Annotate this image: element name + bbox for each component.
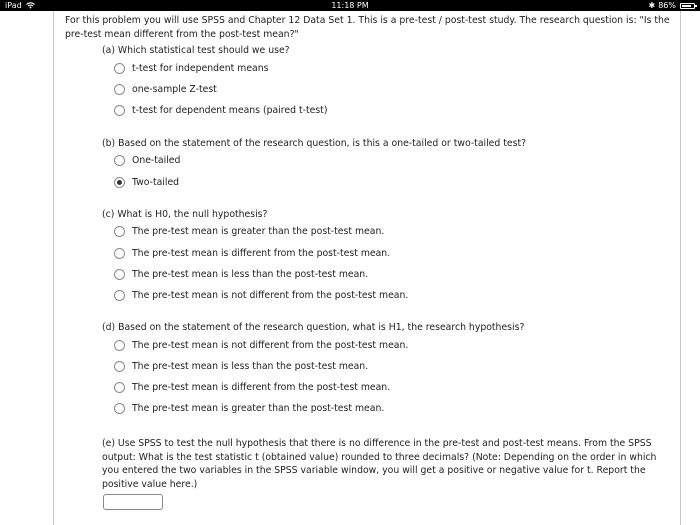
option-label: The pre-test mean is greater than the post-test mean. [132, 225, 385, 237]
question-c-option-2[interactable] [114, 246, 390, 260]
option-label: The pre-test mean is different from the post-test mean. [132, 247, 391, 259]
radio-button[interactable] [114, 63, 125, 74]
option-label: t-test for dependent means (paired t-test) [132, 104, 328, 116]
status-time: 11:18 PM [331, 1, 369, 10]
question-a-option-1[interactable] [114, 61, 268, 75]
radio-button-selected[interactable] [114, 177, 125, 188]
question-b-option-2[interactable] [114, 175, 179, 189]
radio-button[interactable] [114, 382, 125, 393]
option-label: one-sample Z-test [132, 83, 217, 95]
radio-button[interactable] [114, 248, 125, 259]
question-c-option-4[interactable] [114, 288, 408, 302]
question-b-option-1[interactable] [114, 153, 180, 167]
question-e-text: (e) Use SPSS to test the null hypothesis that there is no difference in the pre-test and post-test means. From the SPSS output: What is the test statistic t (obtained value) rounded to three decimals? (Note: Depending on the order in which you entered the two variables in the SPSS variable window, you will get a positive or negative value for t. Report the positive value here.) [102, 438, 657, 490]
question-d-option-4[interactable] [114, 401, 384, 415]
device-name: iPad [5, 1, 22, 10]
option-label: The pre-test mean is different from the post-test mean. [132, 381, 391, 393]
radio-button[interactable] [114, 105, 125, 116]
option-label: One-tailed [132, 154, 181, 166]
option-label: The pre-test mean is less than the post-test mean. [132, 268, 369, 280]
question-a-option-3[interactable] [114, 103, 327, 117]
radio-button[interactable] [114, 290, 125, 301]
option-label: The pre-test mean is not different from the post-test mean. [132, 289, 409, 301]
question-d-option-3[interactable] [114, 380, 390, 394]
option-label: t-test for independent means [132, 62, 269, 74]
option-label: Two-tailed [132, 176, 180, 188]
question-a-label: (a) Which statistical test should we use? [102, 45, 290, 56]
option-label: The pre-test mean is not different from the post-test mean. [132, 339, 409, 351]
radio-button[interactable] [114, 155, 125, 166]
problem-intro: For this problem you will use SPSS and Chapter 12 Data Set 1. This is a pre-test / post-test study. The research question is: "Is the pre-test mean different from the post-test mean?" [65, 15, 670, 40]
radio-button[interactable] [114, 340, 125, 351]
radio-button[interactable] [114, 84, 125, 95]
question-c-option-3[interactable] [114, 267, 368, 281]
option-label: The pre-test mean is less than the post-test mean. [132, 360, 369, 372]
question-d-option-1[interactable] [114, 338, 408, 352]
radio-button[interactable] [114, 226, 125, 237]
radio-button[interactable] [114, 269, 125, 280]
radio-button[interactable] [114, 403, 125, 414]
bluetooth-icon: ✱ [648, 1, 656, 10]
option-label: The pre-test mean is greater than the post-test mean. [132, 402, 385, 414]
question-c-label: (c) What is H0, the null hypothesis? [102, 209, 268, 220]
question-d-option-2[interactable] [114, 359, 368, 373]
question-a-option-2[interactable] [114, 82, 217, 96]
question-b-label: (b) Based on the statement of the research question, is this a one-tailed or two-tailed test? [102, 138, 527, 149]
answer-input[interactable] [103, 494, 163, 510]
battery-percent: 86% [658, 1, 676, 10]
question-d-label: (d) Based on the statement of the research question, what is H1, the research hypothesis? [102, 322, 525, 333]
question-c-option-1[interactable] [114, 224, 384, 238]
radio-button[interactable] [114, 361, 125, 372]
